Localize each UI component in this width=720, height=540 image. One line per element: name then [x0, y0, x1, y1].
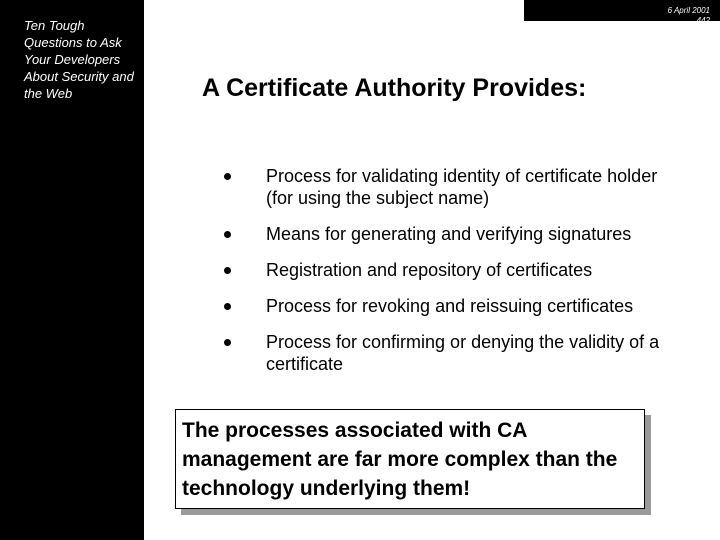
bullet-text: Process for validating identity of certificate holder (for using the subject name): [266, 166, 658, 208]
bullet-item: [224, 259, 684, 281]
bullet-text: Means for generating and verifying signatures: [266, 224, 632, 244]
date-text: 6 April 2001: [667, 6, 710, 15]
bullet-text: Registration and repository of certificates: [266, 260, 593, 280]
slide-date: [650, 6, 710, 26]
bullet-dot-icon: [224, 303, 231, 310]
top-strip: [144, 0, 524, 21]
bullet-list: [224, 165, 684, 375]
bullet-dot-icon: [224, 267, 231, 274]
bullet-item: [224, 331, 684, 375]
bullet-text: Process for revoking and reissuing certificates: [266, 296, 634, 316]
bullet-item: [224, 165, 684, 209]
bullet-item: [224, 295, 684, 317]
bullet-dot-icon: [224, 339, 231, 346]
page-number: 442: [696, 16, 710, 25]
bullet-dot-icon: [224, 231, 231, 238]
callout-text: The processes associated with CA management are far more complex than the technology underlying them!: [182, 419, 618, 500]
bullet-item: [224, 223, 684, 245]
slide-title: A Certificate Authority Provides:: [202, 74, 587, 102]
bullet-text: Process for confirming or denying the validity of a certificate: [266, 332, 660, 374]
callout-box: [175, 409, 645, 509]
bullet-dot-icon: [224, 173, 231, 180]
sidebar-title: Ten Tough Questions to Ask Your Developers About Security and the Web: [24, 18, 134, 101]
